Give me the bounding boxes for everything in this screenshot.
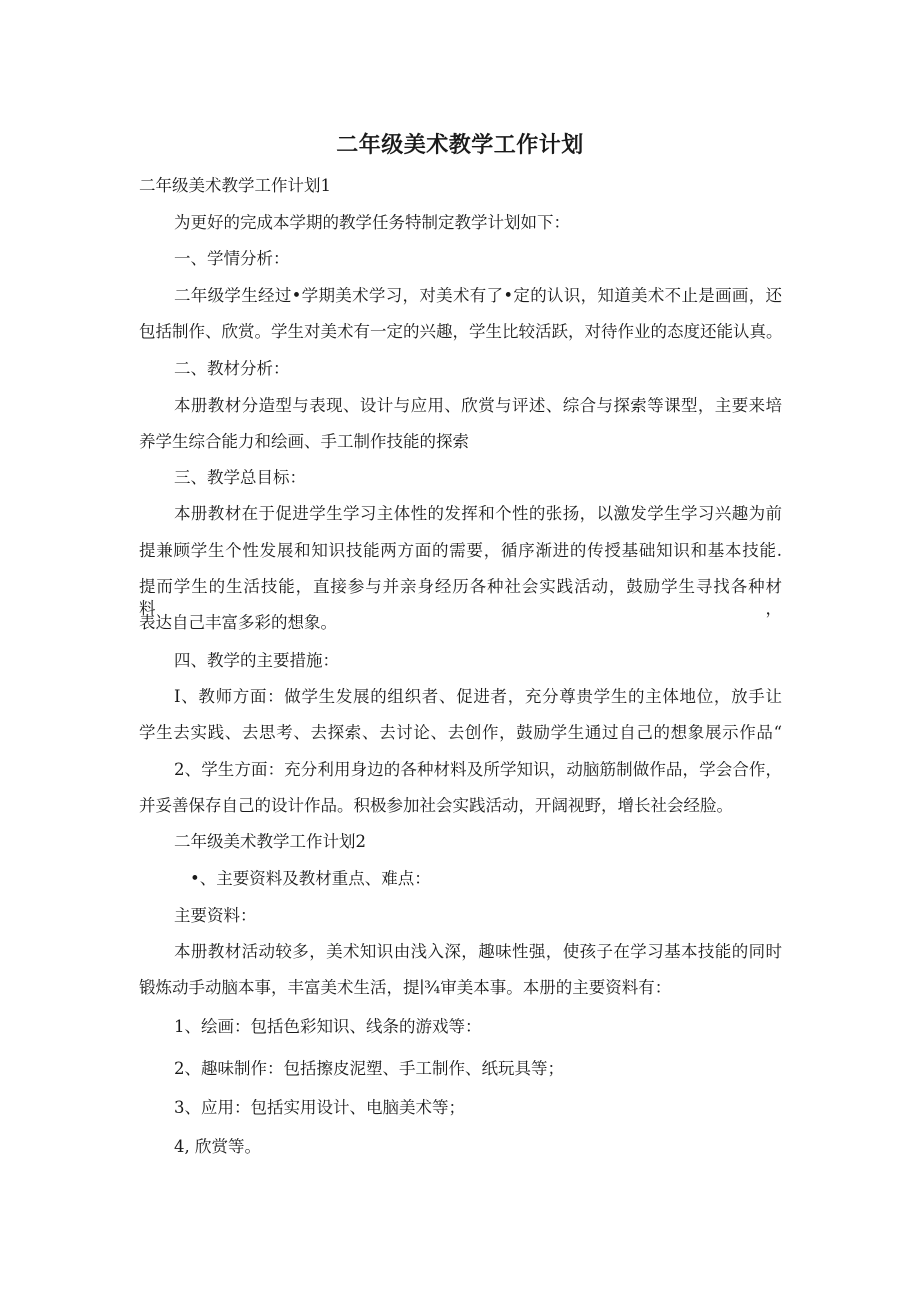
paragraph-line: 养学生综合能力和绘画、手工制作技能的探索 [139,432,469,451]
subsection-heading: 一、学情分析： [174,249,290,268]
list-item: 3、应用：包括实用设计、电脑美术等； [174,1098,465,1117]
paragraph-line: 并妥善保存自己的设计作品。积极参加社会实践活动，开阔视野，增长社会经脸。 [139,796,733,815]
subsection-heading: 二、教材分析： [174,359,290,378]
document-title: 二年级美术教学工作计划 [336,133,584,158]
subsection-heading: 主要资料： [174,906,257,925]
list-item: 1、绘画：包括色彩知识、线条的游戏等： [174,1017,482,1036]
subsection-heading: 四、教学的主要措施： [174,651,339,670]
section-heading-plan-1: 二年级美术教学工作计划1 [139,176,331,195]
paragraph-line: 包括制作、欣赏。学生对美术有一定的兴趣，学生比较活跃，对待作业的态度还能认真。 [139,322,783,341]
paragraph-line: 表达自己丰富多彩的想象。 [139,613,337,632]
paragraph-line: 本册教材活动较多，美术知识由浅入深，趣味性强，使孩子在学习基本技能的同时 [174,942,782,961]
paragraph-line: 学生去实践、去思考、去探索、去讨论、去创作，鼓励学生通过自己的想象展示作品“ [139,723,782,742]
section-heading-plan-2: 二年级美术教学工作计划2 [174,832,366,851]
subsection-heading: 三、教学总目标： [174,468,306,487]
paragraph-line: 提而学生的生活技能，直接参与并亲身经历各种社会实践活动，鼓励学生寻找各种材料， [139,577,782,618]
paragraph-line: 2、学生方面：充分利用身边的各种材料及所学知识，动脑筋制做作品，学会合作， [174,760,782,779]
paragraph-line: 本册教材分造型与表现、设计与应用、欣赏与评述、综合与探索等课型，主要来培 [174,396,782,415]
paragraph-line: 锻炼动手动脑本事，丰富美术生活，提∣¾审美本事。本册的主要资料有： [139,978,672,997]
paragraph-line: 为更好的完成本学期的教学任务特制定教学计划如下： [174,213,570,232]
paragraph-line: 本册教材在于促进学生学习主体性的发挥和个性的张扬，以激发学生学习兴趣为前 [174,504,782,523]
list-item: 2、趣味制作：包括擦皮泥塑、手工制作、纸玩具等； [174,1059,564,1078]
paragraph-line: 提兼顾学生个性发展和知识技能两方面的需要，循序渐进的传授基础知识和基本技能. [139,541,782,560]
paragraph-line: 二年级学生经过•学期美术学习，对美术有了•定的认识，知道美术不止是画画，还 [174,286,782,305]
paragraph-line: I、教师方面：做学生发展的组织者、促进者，充分尊贵学生的主体地位，放手让 [174,687,782,706]
subsection-heading: •、主要资料及教材重点、难点： [190,869,431,888]
list-item: 4, 欣赏等。 [174,1137,261,1156]
